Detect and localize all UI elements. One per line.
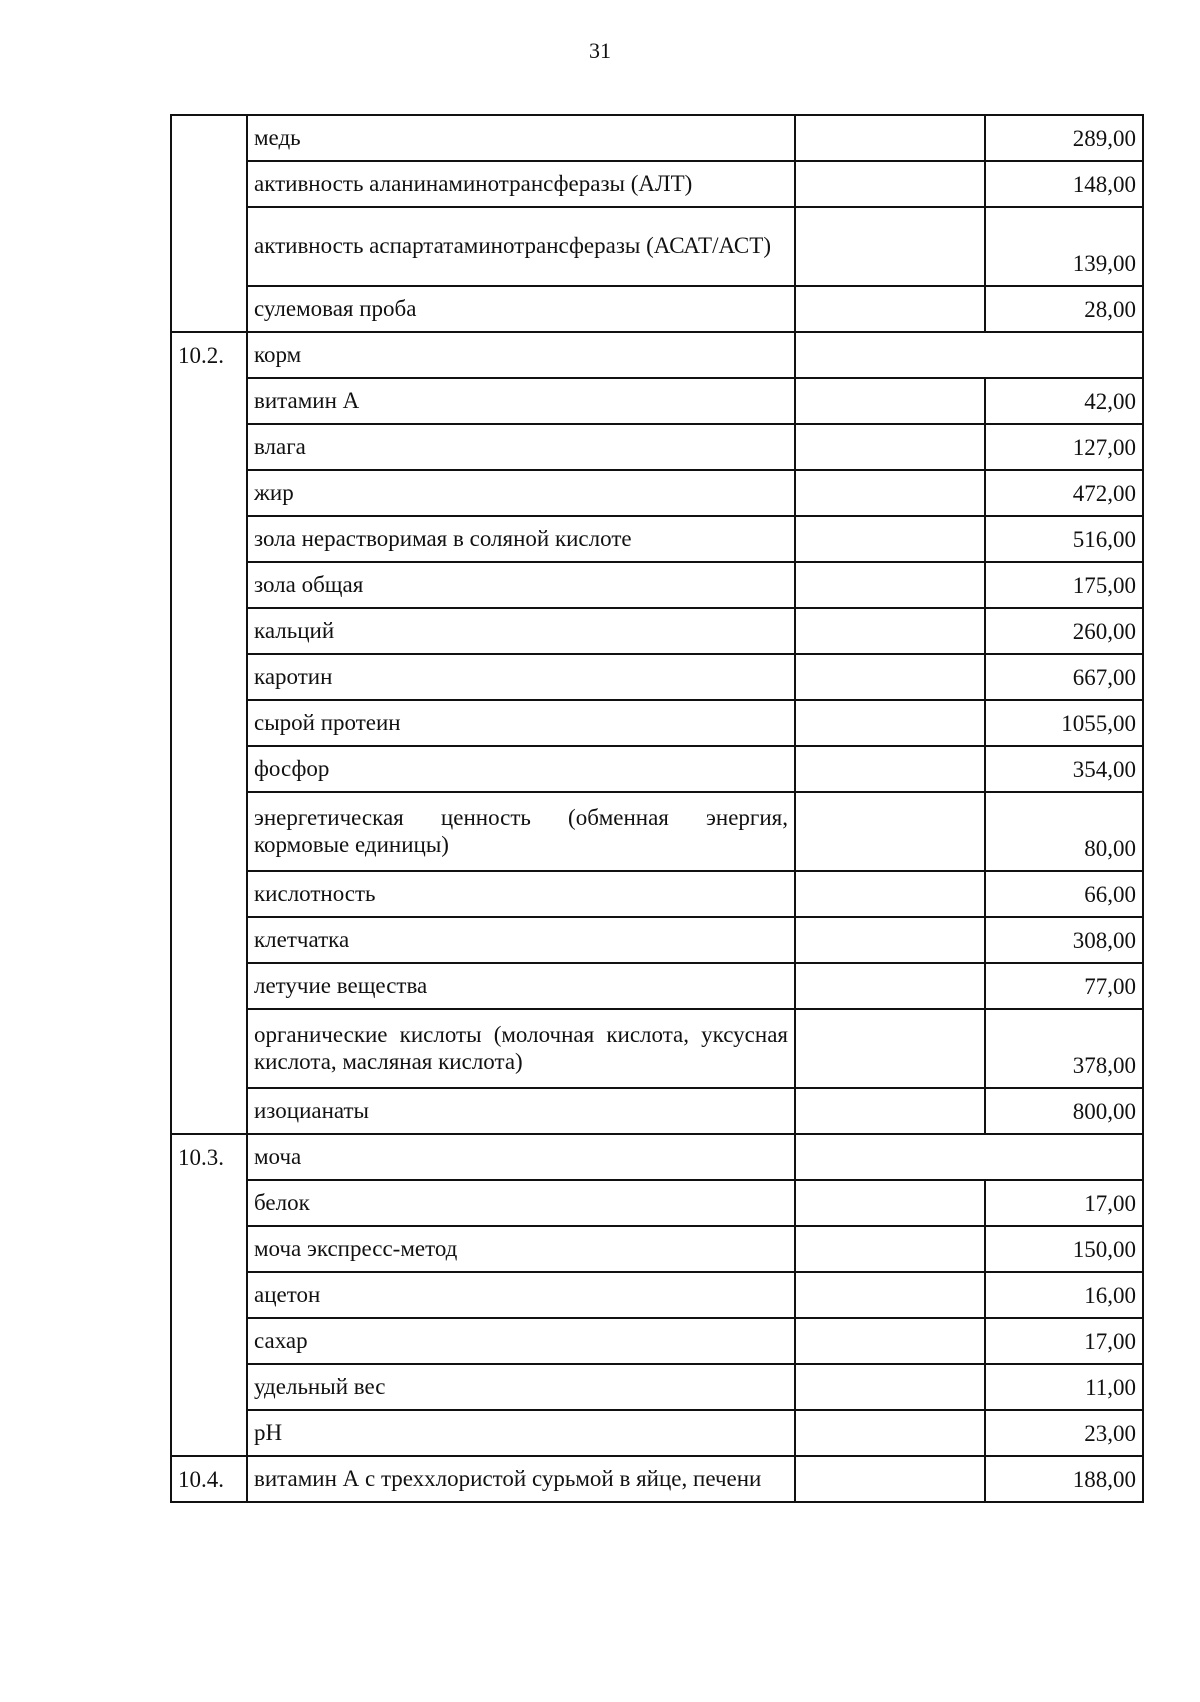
table-row: [171, 1088, 1143, 1134]
empty-cell: [795, 1134, 1143, 1180]
table-row: [171, 470, 1143, 516]
empty-cell: [795, 332, 1143, 378]
price-value: 472,00: [985, 470, 1143, 516]
empty-cell: [795, 871, 985, 917]
price-value: 800,00: [985, 1088, 1143, 1134]
service-name: клетчатка: [247, 917, 795, 963]
table-row: [171, 1318, 1143, 1364]
empty-cell: [795, 470, 985, 516]
section-header-row: [171, 332, 1143, 378]
service-name: зола нерастворимая в соляной кислоте: [247, 516, 795, 562]
price-value: 11,00: [985, 1364, 1143, 1410]
empty-cell: [795, 654, 985, 700]
empty-cell: [795, 115, 985, 161]
price-value: 80,00: [985, 792, 1143, 871]
empty-cell: [795, 963, 985, 1009]
price-value: 188,00: [985, 1456, 1143, 1502]
empty-cell: [795, 207, 985, 286]
empty-cell: [795, 1088, 985, 1134]
service-name: активность аланинаминотрансферазы (АЛТ): [247, 161, 795, 207]
service-name: кислотность: [247, 871, 795, 917]
service-name: фосфор: [247, 746, 795, 792]
service-name: удельный вес: [247, 1364, 795, 1410]
empty-cell: [795, 516, 985, 562]
table-row: [171, 700, 1143, 746]
price-value: 150,00: [985, 1226, 1143, 1272]
empty-cell: [795, 424, 985, 470]
table-row: [171, 424, 1143, 470]
empty-cell: [795, 1180, 985, 1226]
empty-cell: [795, 700, 985, 746]
table-row: [171, 1410, 1143, 1456]
table-row: [171, 1226, 1143, 1272]
section-code-cell: 10.2.: [171, 332, 247, 1134]
table-row: [171, 562, 1143, 608]
empty-cell: [795, 1009, 985, 1088]
service-name: сулемовая проба: [247, 286, 795, 332]
price-value: 42,00: [985, 378, 1143, 424]
price-value: 28,00: [985, 286, 1143, 332]
table-row: [171, 654, 1143, 700]
price-value: 289,00: [985, 115, 1143, 161]
price-value: 17,00: [985, 1318, 1143, 1364]
table-row: [171, 1456, 1143, 1502]
service-name: энергетическая ценность (обменная энергия, кормовые единицы): [247, 792, 795, 871]
table-row: [171, 1272, 1143, 1318]
table-row: [171, 1364, 1143, 1410]
table-row: [171, 963, 1143, 1009]
price-value: 127,00: [985, 424, 1143, 470]
section-title: моча: [247, 1134, 795, 1180]
service-name: медь: [247, 115, 795, 161]
price-value: 1055,00: [985, 700, 1143, 746]
service-name: витамин А с треххлористой сурьмой в яйце, печени: [247, 1456, 795, 1502]
service-name: сахар: [247, 1318, 795, 1364]
empty-cell: [795, 562, 985, 608]
empty-cell: [795, 746, 985, 792]
service-name: влага: [247, 424, 795, 470]
page-number: 31: [589, 38, 611, 63]
service-name: активность аспартатаминотрансферазы (АСАТ/АСТ): [247, 207, 795, 286]
price-value: 16,00: [985, 1272, 1143, 1318]
price-value: 667,00: [985, 654, 1143, 700]
empty-cell: [795, 917, 985, 963]
service-name: летучие вещества: [247, 963, 795, 1009]
table-row: [171, 516, 1143, 562]
service-name: витамин А: [247, 378, 795, 424]
empty-cell: [795, 286, 985, 332]
service-name: кальций: [247, 608, 795, 654]
empty-cell: [795, 608, 985, 654]
table-row: [171, 115, 1143, 161]
service-name: органические кислоты (молочная кислота, уксусная кислота, масляная кислота): [247, 1009, 795, 1088]
table-row: [171, 792, 1143, 871]
table-row: [171, 1009, 1143, 1088]
table-row: [171, 286, 1143, 332]
price-value: 17,00: [985, 1180, 1143, 1226]
price-table: [170, 114, 1144, 1503]
price-value: 23,00: [985, 1410, 1143, 1456]
service-name: зола общая: [247, 562, 795, 608]
table-row: [171, 161, 1143, 207]
section-code-cell: 10.3.: [171, 1134, 247, 1456]
empty-cell: [795, 1272, 985, 1318]
empty-cell: [795, 1226, 985, 1272]
empty-cell: [795, 1364, 985, 1410]
table-row: [171, 378, 1143, 424]
section-code-cell: 10.4.: [171, 1456, 247, 1502]
service-name: рН: [247, 1410, 795, 1456]
price-value: 77,00: [985, 963, 1143, 1009]
empty-cell: [795, 1318, 985, 1364]
price-value: 175,00: [985, 562, 1143, 608]
service-name: ацетон: [247, 1272, 795, 1318]
price-value: 148,00: [985, 161, 1143, 207]
section-title: корм: [247, 332, 795, 378]
service-name: каротин: [247, 654, 795, 700]
table-row: [171, 871, 1143, 917]
empty-cell: [795, 378, 985, 424]
price-value: 260,00: [985, 608, 1143, 654]
service-name: белок: [247, 1180, 795, 1226]
empty-cell: [795, 1456, 985, 1502]
empty-cell: [795, 161, 985, 207]
table-row: [171, 917, 1143, 963]
table-row: [171, 746, 1143, 792]
price-value: 308,00: [985, 917, 1143, 963]
price-value: 516,00: [985, 516, 1143, 562]
price-value: 354,00: [985, 746, 1143, 792]
section-header-row: [171, 1134, 1143, 1180]
service-name: жир: [247, 470, 795, 516]
empty-cell: [795, 792, 985, 871]
section-code-cell: [171, 115, 247, 332]
service-name: изоцианаты: [247, 1088, 795, 1134]
price-value: 139,00: [985, 207, 1143, 286]
table-row: [171, 207, 1143, 286]
price-value: 378,00: [985, 1009, 1143, 1088]
service-name: сырой протеин: [247, 700, 795, 746]
table-row: [171, 608, 1143, 654]
empty-cell: [795, 1410, 985, 1456]
price-value: 66,00: [985, 871, 1143, 917]
service-name: моча экспресс-метод: [247, 1226, 795, 1272]
table-row: [171, 1180, 1143, 1226]
